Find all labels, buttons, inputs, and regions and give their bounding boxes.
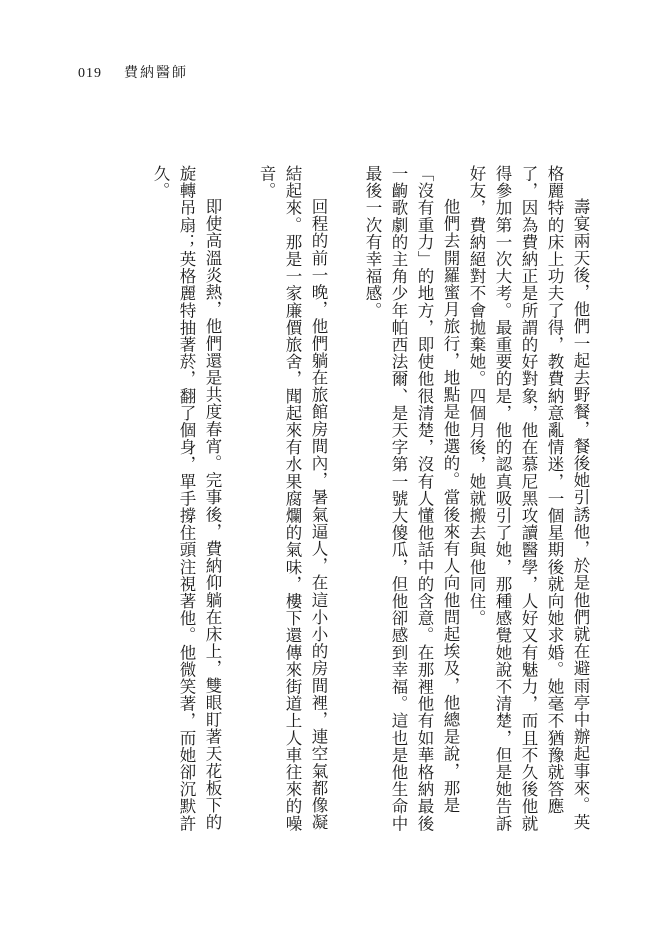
paragraph-3: 回程的前一晚，他們躺在旅館房間內，暑氣逼人，在這小小的房間裡，連空氣都像凝結起來。那是一家廉價旅舍，聞起來有水果腐爛的氣味，樓下還傳來街道上人車往來的噪音。	[257, 165, 328, 832]
page-header	[78, 62, 188, 82]
vertical-body-text	[147, 165, 593, 845]
paragraph-4: 即使高溫炎熱，他們還是共度春宵。完事後，費納仰躺在床上，雙眼盯著天花板下的旋轉吊扇；英格麗特抽著菸，翻了個身，單手撐住頭注視著他。他微笑著，而她卻沉默許久。	[151, 165, 222, 832]
paragraph-1: 壽宴兩天後，他們一起去野餐，餐後她引誘他，於是他們就在避雨亭中辦起事來。英格麗特的床上功夫了得，教費納意亂情迷，一個星期後就向她求婚。她毫不猶豫就答應了，因為費納正是所謂的好對象，他在慕尼黑攻讀醫學，人好又有魅力，而且不久後他就得參加第一次大考。最重要的是，他的認真吸引了她，那種感覺她說不清楚，但是她告訴好友，費納絕對不會拋棄她。四個月後，她就搬去與他同住。	[467, 165, 590, 832]
page-number: 019	[78, 66, 102, 81]
running-title: 費納醫師	[124, 65, 188, 81]
paragraph-2: 他們去開羅蜜月旅行，地點是他選的。當後來有人向他問起埃及，他總是說，那是「沒有重力」的地方，即使他很清楚，沒有人懂他話中的含意。在那裡他有如華格納最後一齣歌劇的主角少年帕西法爾、是天字第一號大傻瓜，但他卻感到幸福。這也是他生命中最後一次有幸福感。	[363, 165, 460, 832]
